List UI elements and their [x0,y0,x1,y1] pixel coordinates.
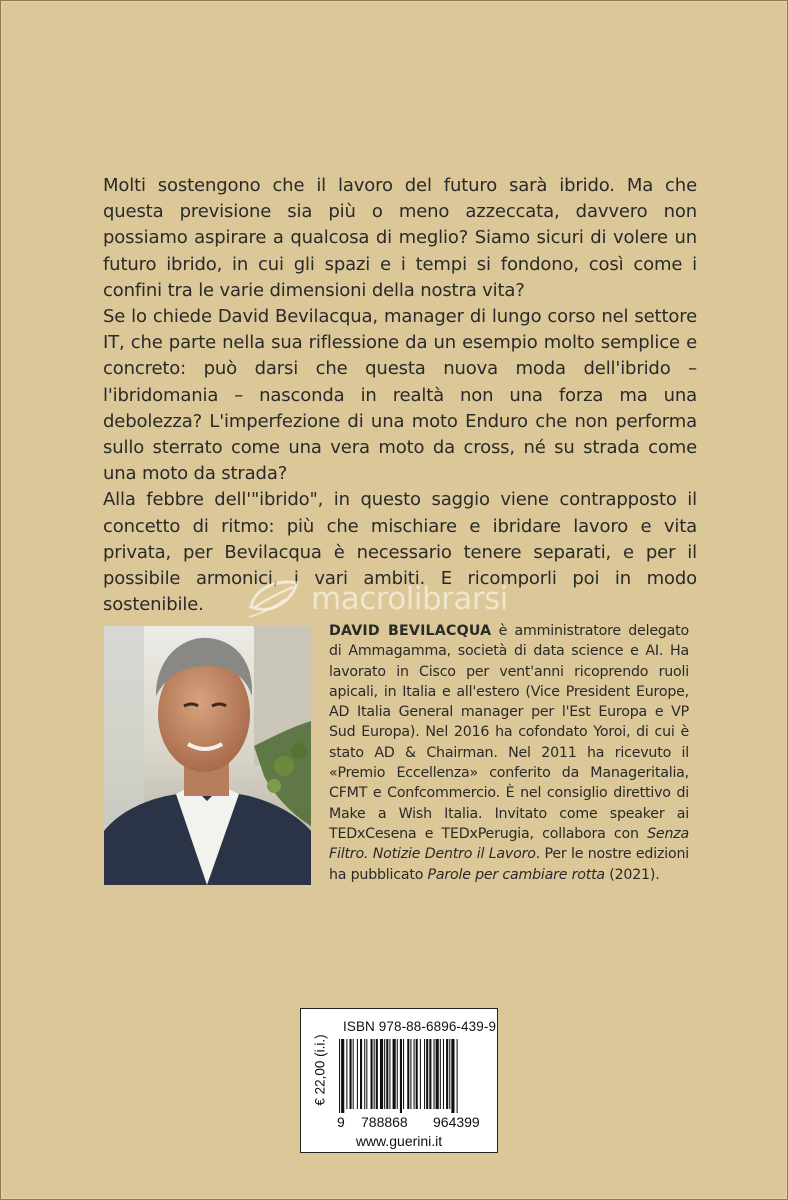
author-bio-part-2: . Per le nostre edizioni ha pubblicato [329,846,689,883]
author-bio-part-3: (2021). [604,866,660,883]
barcode-bar [364,1039,365,1109]
barcode-digits-left: 788868 [361,1114,408,1130]
barcode-digits-right: 964399 [433,1114,480,1130]
barcode-bar [376,1039,378,1109]
blurb-paragraph-2: Se lo chiede David Bevilacqua, manager di lungo corso nel settore IT, che parte nella sua riflessione da un esempio molto semplice e concreto: può darsi che questa nuova moda dell'ibrido – l'ibridomania – nasconda in realtà non una forza ma una debolezza? L'imperfezione di una moto Enduro che non performa sullo sterrato come una vera moto da cross, né su strada come una moto da strada? [103,306,697,485]
price-text: € 22,00 (i.i.) [312,1034,328,1106]
barcode-bar [374,1039,375,1109]
blurb-text [103,173,697,618]
barcode-bar [449,1039,450,1109]
barcode-icon [339,1039,489,1113]
barcode-bar [389,1039,390,1109]
barcode-bar [353,1039,354,1109]
author-bio-italic-1: Senza Filtro. Notizie Dentro il Lavoro [329,825,689,863]
barcode-bar [380,1039,383,1109]
barcode-bar [339,1039,340,1113]
barcode-bar [434,1039,435,1109]
barcode-bar [410,1039,411,1109]
barcode-bar [366,1039,367,1109]
barcode-bar [443,1039,444,1109]
barcode-bar [397,1039,398,1109]
barcode-digit-lead: 9 [337,1114,345,1130]
leaf-logo-icon [245,577,303,621]
author-photo [104,626,311,885]
barcode-bar [346,1039,347,1109]
barcode-bar [457,1039,458,1113]
author-name: DAVID BEVILACQUA [329,623,492,639]
barcode-bar [371,1039,373,1109]
barcode-bar [420,1039,421,1109]
watermark [245,577,508,621]
author-bio-italic-2: Parole per cambiare rotta [427,866,605,883]
barcode-bar [357,1039,358,1109]
blurb-paragraph-3: Alla febbre dell'"ibrido", in questo saggio viene contrapposto il concetto di ritmo: più che mischiare e ibridare lavoro e vita privata, per Bevilacqua è necessario tenere separati, e per il possibile armonici, i vari ambiti. E ricomporli poi in modo sostenibile. [103,489,697,616]
barcode-bar [416,1039,418,1109]
watermark-text: macrolibrarsi [311,581,508,617]
barcode-bar [451,1039,454,1113]
barcode-bar [424,1039,425,1109]
barcode-bar [341,1039,344,1113]
barcode-bar [407,1039,409,1109]
author-bio-part-1: è amministratore delegato di Ammagamma, società di data science e AI. Ha lavorato in Cisco per vent'anni ricoprendo ruoli apicali, in Italia e all'estero (Vice President Europe, AD Italia General manager per l'Est Europa e VP Sud Europa). Nel 2016 ha cofondato Yoroi, di cui è stato AD & Chairman. Nel 2011 ha ricevuto il «Premio Eccellenza» conferito da Manageritalia, CFMT e Confcommercio. È nel consiglio direttivo di Make a Wish Italia. Invitato come speaker ai TEDxCesena e TEDxPerugia, collabora con [329,623,689,842]
barcode-box [300,1008,498,1153]
author-bio [329,621,689,885]
price-label [305,1023,335,1117]
publisher-website: www.guerini.it [355,1133,443,1149]
barcode-bar [393,1039,396,1109]
barcode-bar [414,1039,415,1109]
barcode-bar [446,1039,448,1109]
barcode-bar [440,1039,441,1109]
barcode-digits [337,1114,493,1132]
barcode-bar [360,1039,362,1109]
barcode-bar [426,1039,428,1109]
barcode-bar [436,1039,439,1109]
barcode-bar [386,1039,388,1109]
barcode-bar [400,1039,402,1113]
blurb-paragraph-1: Molti sostengono che il lavoro del futuro sarà ibrido. Ma che questa previsione sia più o meno azzeccata, davvero non possiamo aspirare a qualcosa di meglio? Siamo sicuri di volere un futuro ibrido, in cui gli spazi e i tempi si fondono, così come i confini tra le varie dimensioni della nostra vita? [103,175,697,301]
barcode-bar [350,1039,352,1109]
barcode-bar [429,1039,431,1109]
barcode-bar [384,1039,385,1109]
barcode-bar [403,1039,404,1109]
isbn-text: ISBN 978-88-6896-439-9 [343,1019,497,1034]
